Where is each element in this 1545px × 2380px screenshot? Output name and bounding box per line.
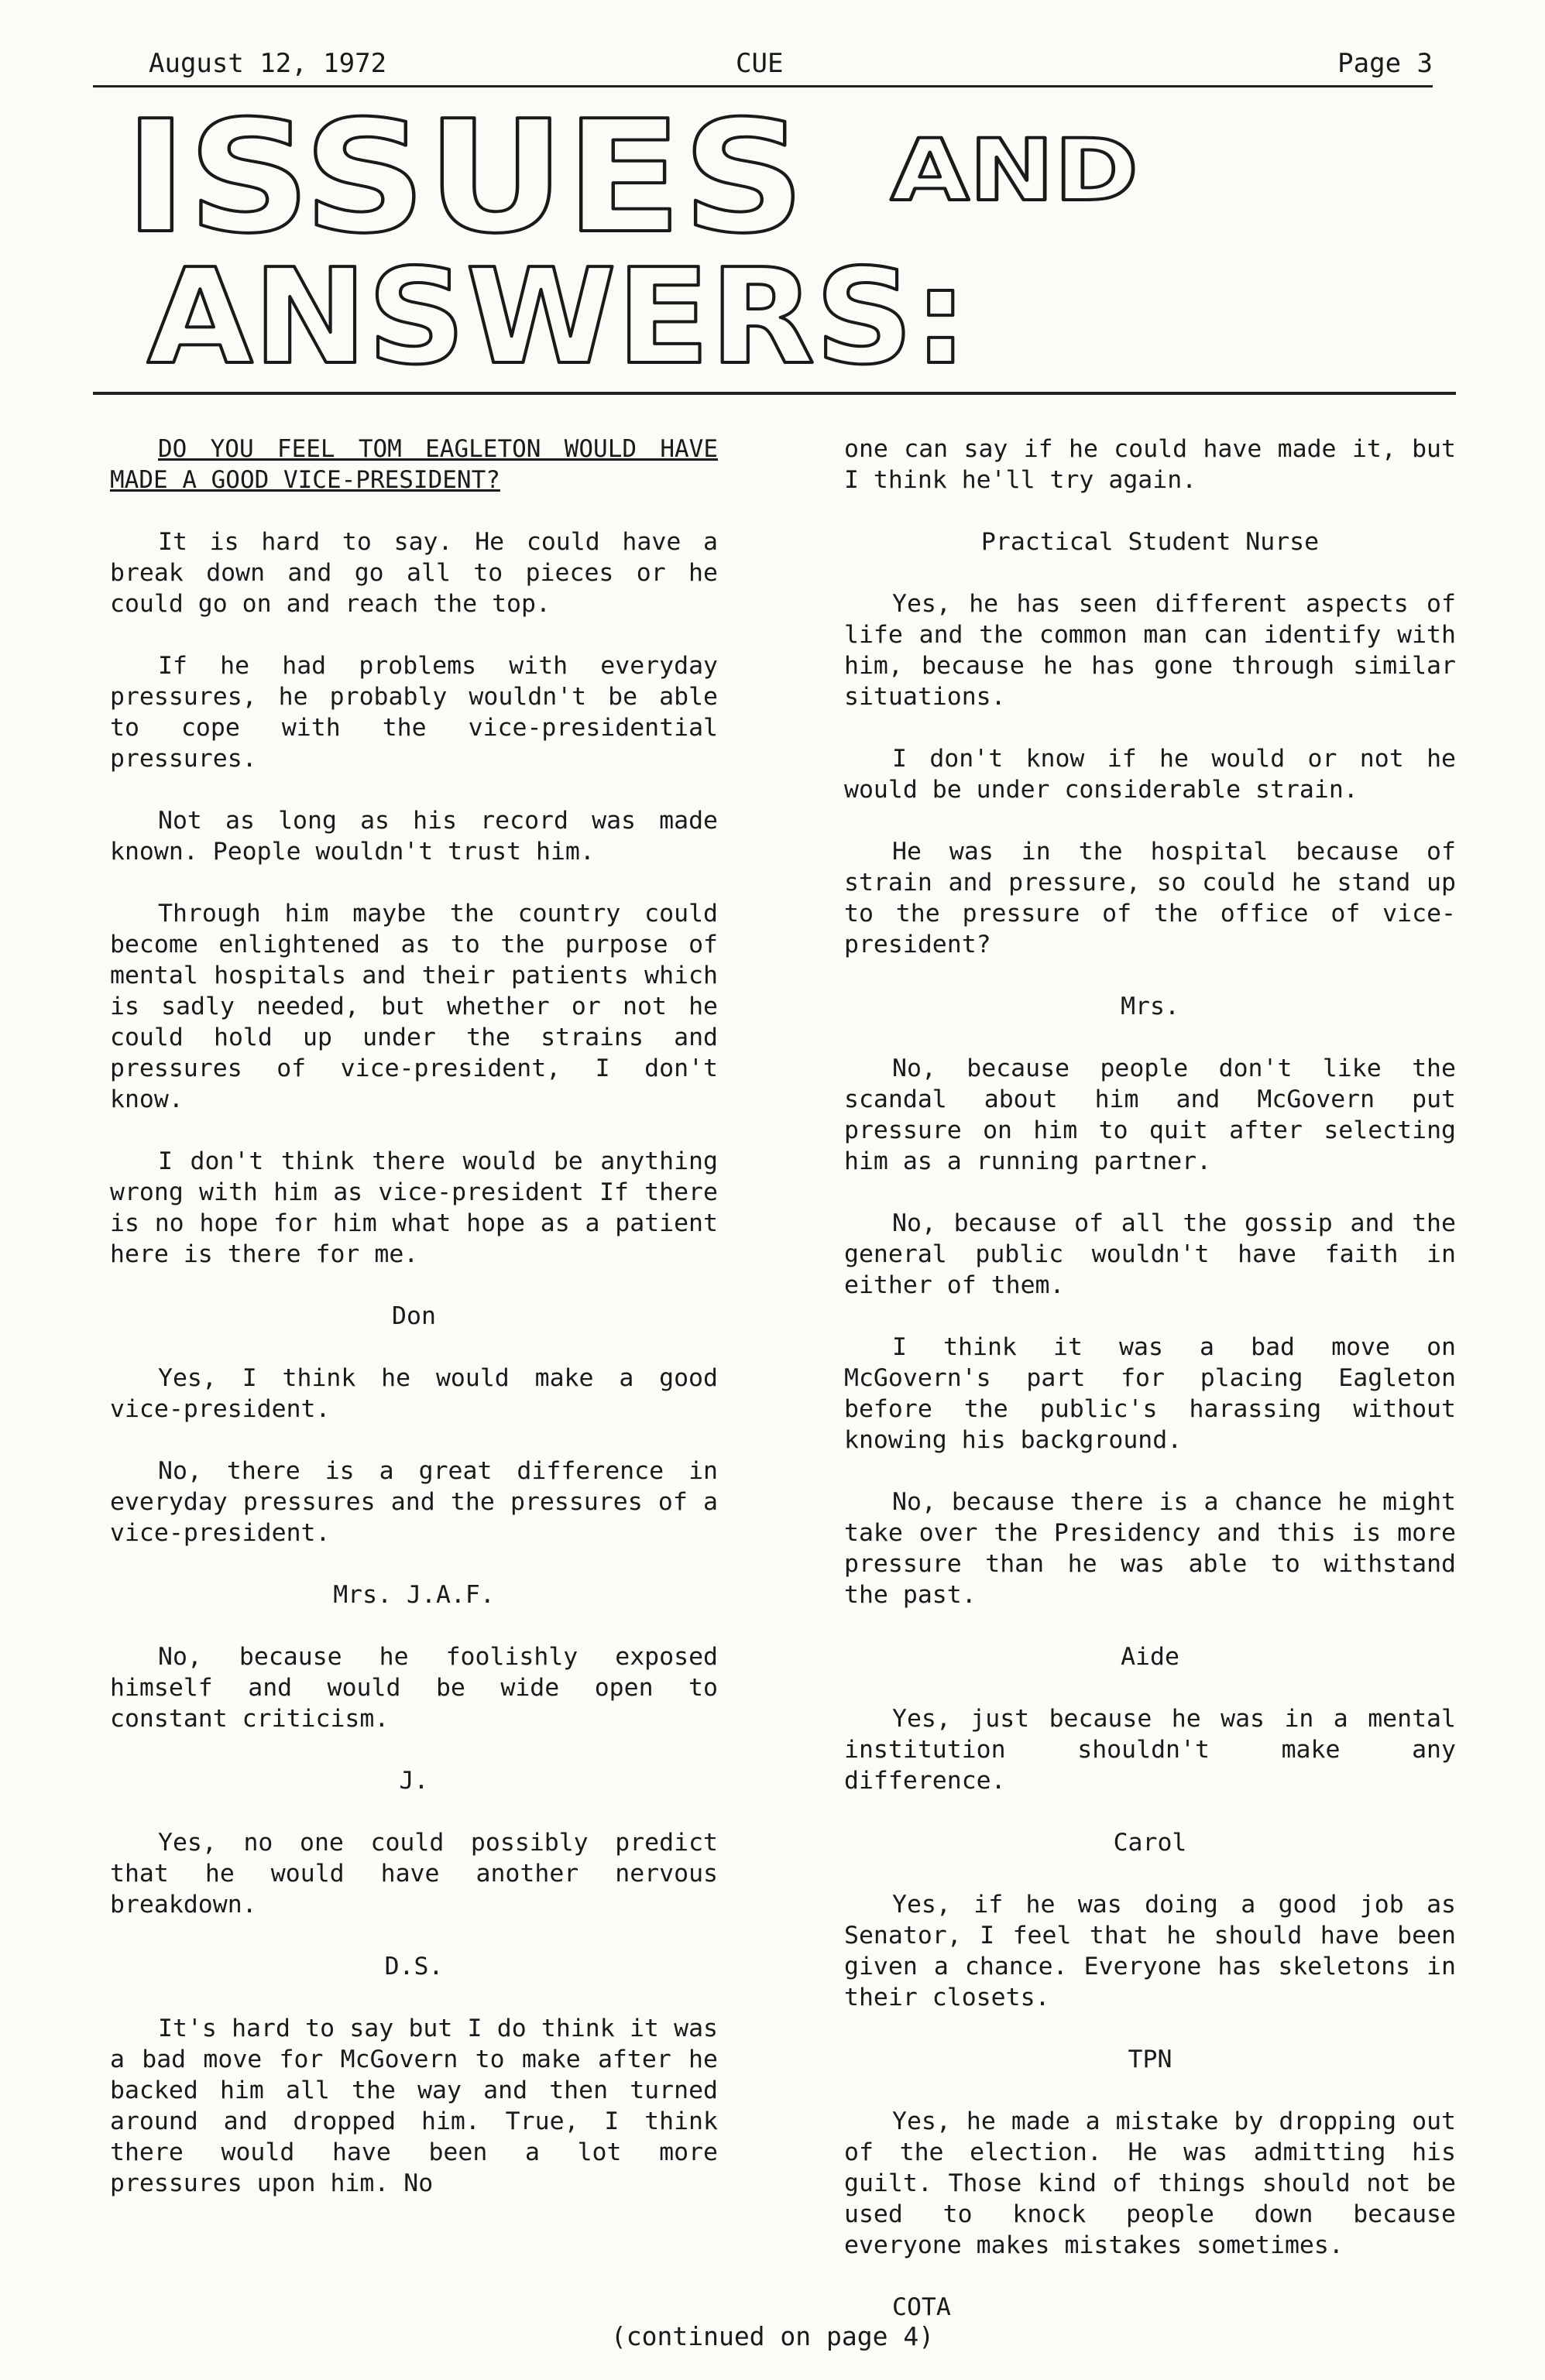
answer-paragraph: Yes, he made a mistake by dropping out of the election. He was admitting his guilt. Those kind of things should not be used to knock people down because everyone makes mistakes sometimes. (844, 2107, 1456, 2259)
answer-paragraph: No, because he foolishly exposed himself and would be wide open to constant criticism. (110, 1643, 718, 1733)
respondent-signature: COTA (892, 2293, 951, 2321)
page-number: Page 3 (1337, 48, 1433, 79)
answer-paragraph: one can say if he could have made it, but I think he'll try again. (844, 435, 1456, 494)
respondent-signature: D.S. (384, 1953, 444, 1980)
right-column (844, 434, 1456, 2354)
banner-answers: ANSWERS: (147, 241, 968, 386)
banner-issues: ISSUES (124, 91, 805, 268)
answer-paragraph: Yes, if he was doing a good job as Senator, I feel that he should have been given a chance. Everyone has skeletons in their closets. (844, 1891, 1456, 2011)
answer-paragraph: It is hard to say. He could have a break down and go all to pieces or he could go on and reach the top. (110, 528, 718, 618)
respondent-signature: Mrs. (1121, 993, 1179, 1020)
answer-paragraph: Yes, just because he was in a mental institution shouldn't make any difference. (844, 1705, 1456, 1795)
answer-paragraph: He was in the hospital because of strain and pressure, so could he stand up to the pressure of the office of vice-president? (844, 838, 1456, 959)
respondent-signature: Carol (1113, 1829, 1187, 1857)
left-column (110, 434, 718, 2230)
answer-paragraph: Yes, no one could possibly predict that he would have another nervous breakdown. (110, 1829, 718, 1919)
answer-paragraph: No, because there is a chance he might take over the Presidency and this is more pressure than he was able to withstand the past. (844, 1488, 1456, 1609)
answer-paragraph: It's hard to say but I do think it was a bad move for McGovern to make after he backed him all the way and then turned around and dropped him. True, I think there would have been a lot more pressures upon him. No (110, 2015, 718, 2197)
answer-paragraph: Through him maybe the country could become enlightened as to the purpose of mental hospitals and their patients which is sadly needed, but whether or not he could hold up under the strains and pressures of vice-president, I don't know. (110, 900, 718, 1113)
issue-date: August 12, 1972 (149, 48, 387, 79)
answer-paragraph: Yes, I think he would make a good vice-president. (110, 1364, 718, 1423)
page-header (93, 48, 1433, 87)
respondent-signature: J. (399, 1767, 429, 1795)
answer-paragraph: If he had problems with everyday pressures, he probably wouldn't be able to cope with the vice-presidential pressures. (110, 652, 718, 773)
respondent-signature: Aide (1121, 1643, 1179, 1671)
issues-and-answers-banner (116, 91, 1169, 386)
answer-paragraph: No, because people don't like the scandal about him and McGovern put pressure on him to quit after selecting him as a running partner. (844, 1055, 1456, 1175)
respondent-signature: TPN (1128, 2046, 1172, 2073)
answer-paragraph: I don't know if he would or not he would be under considerable strain. (844, 745, 1456, 804)
header-rule (93, 85, 1433, 87)
respondent-signature: Practical Student Nurse (980, 528, 1320, 556)
banner-rule (93, 392, 1456, 395)
answer-paragraph: I don't think there would be anything wrong with him as vice-president If there is no hope for him what hope as a patient here is there for me. (110, 1147, 718, 1268)
answer-paragraph: Yes, he has seen different aspects of life and the common man can identify with him, because he has gone through similar situations. (844, 590, 1456, 711)
continued-note: (continued on page 4) (610, 2321, 935, 2351)
survey-question: DO YOU FEEL TOM EAGLETON WOULD HAVE MADE A GOOD VICE-PRESIDENT? (110, 435, 718, 494)
left-column-entries (110, 526, 718, 2199)
respondent-signature: Don (392, 1302, 436, 1330)
respondent-signature: Mrs. J.A.F. (333, 1581, 495, 1609)
answer-paragraph: I think it was a bad move on McGovern's part for placing Eagleton before the public's harassing without knowing his background. (844, 1333, 1456, 1454)
banner-and: AND (891, 121, 1138, 220)
right-column-entries (844, 434, 1456, 2323)
answer-paragraph: Not as long as his record was made known. People wouldn't trust him. (110, 807, 718, 866)
publication-name: CUE (736, 48, 784, 79)
answer-paragraph: No, because of all the gossip and the general public wouldn't have faith in either of them. (844, 1209, 1456, 1299)
answer-paragraph: No, there is a great difference in everyday pressures and the pressures of a vice-president. (110, 1457, 718, 1547)
